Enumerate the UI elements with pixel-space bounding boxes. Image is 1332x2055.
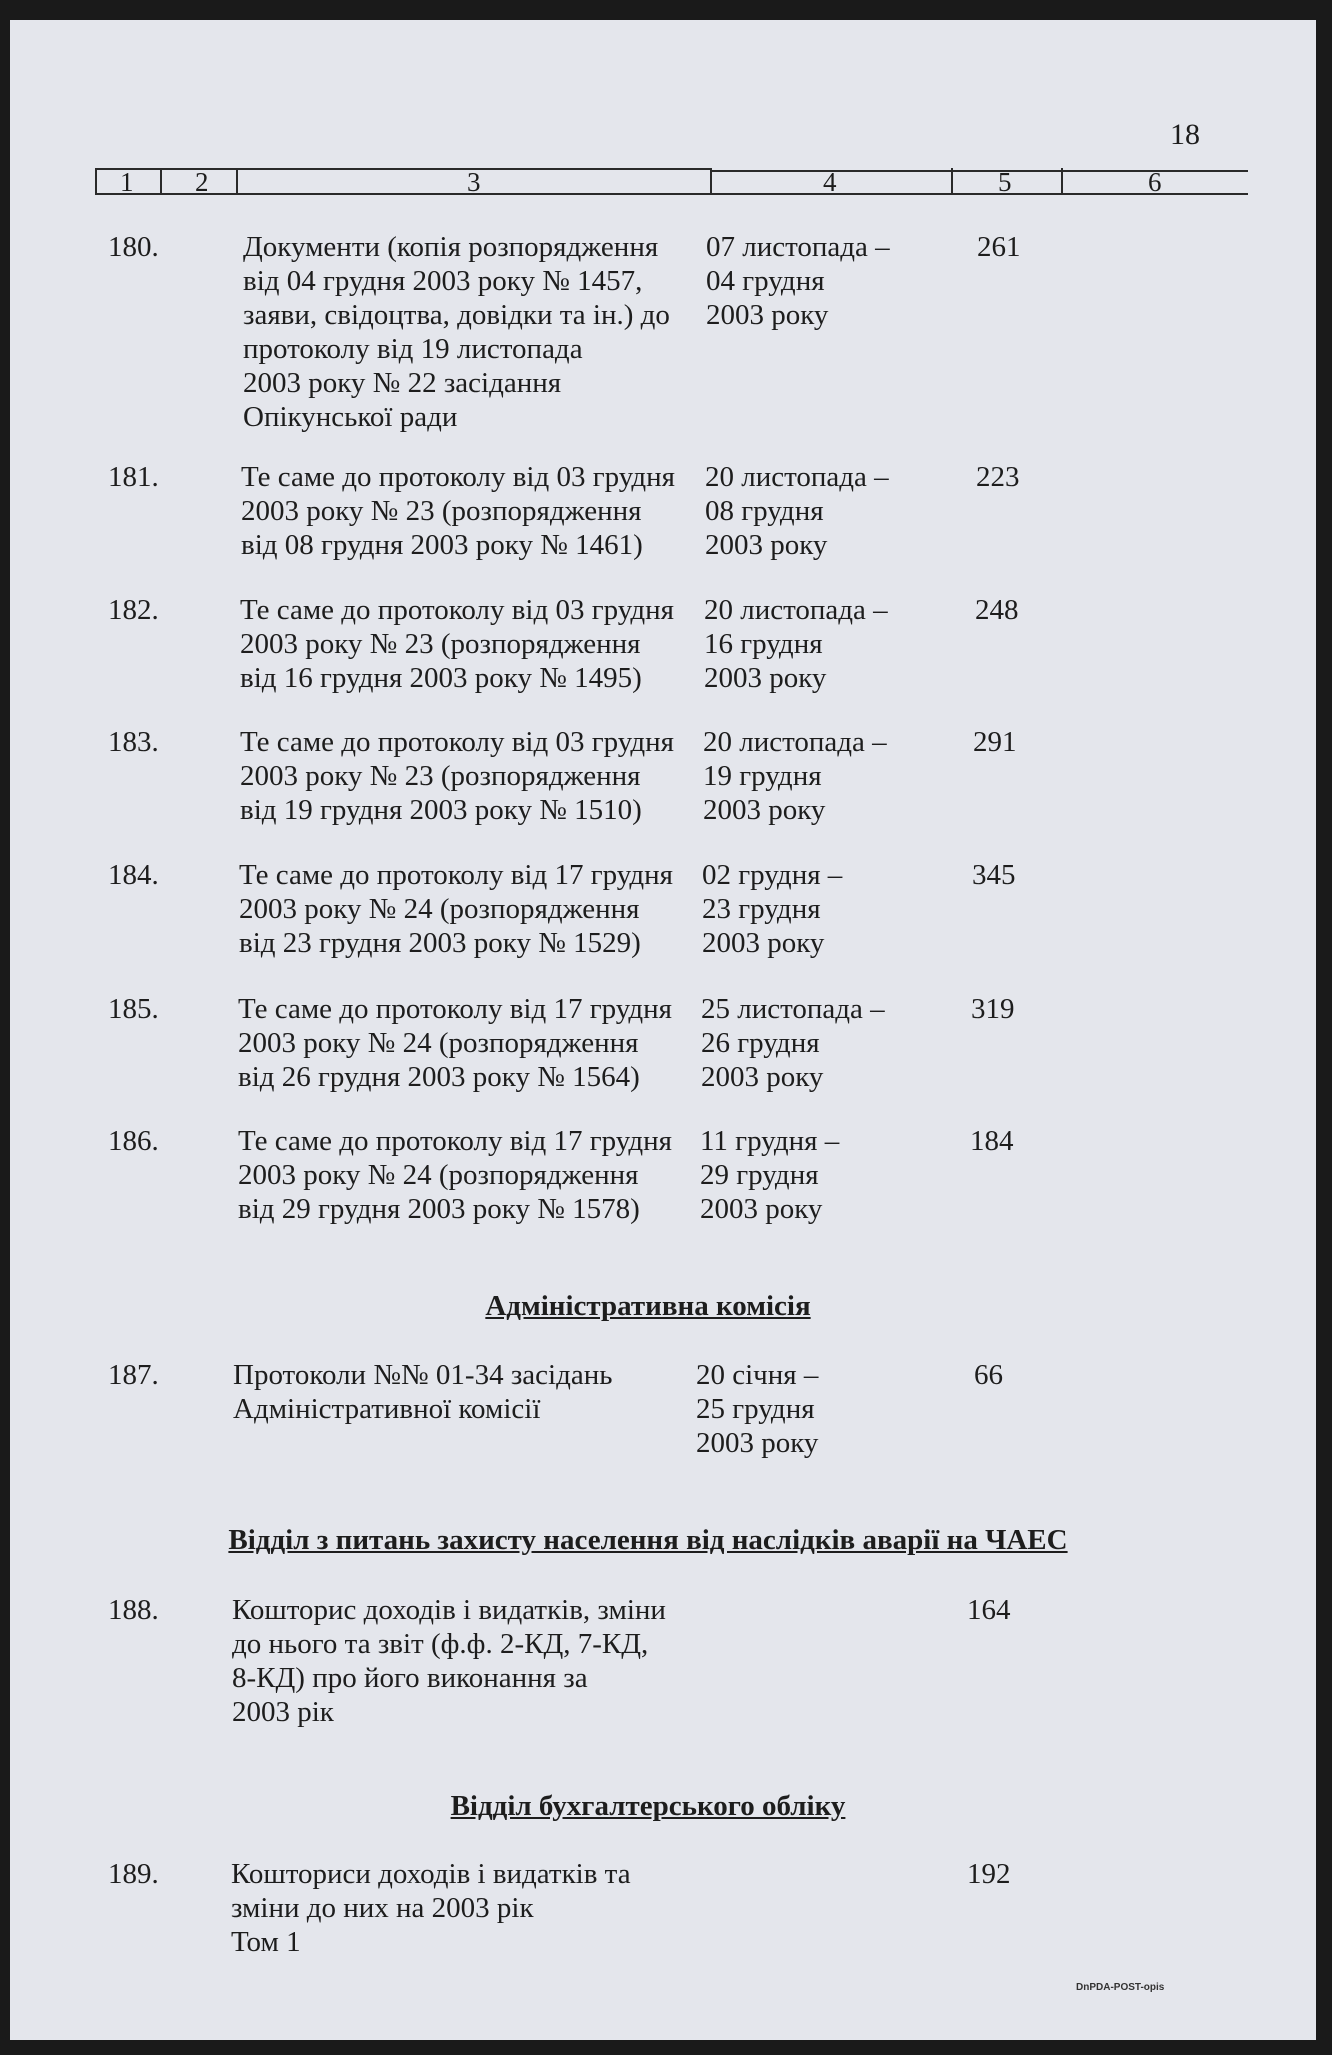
entry-number: 189. [108, 1858, 159, 1890]
entry-number: 184. [108, 859, 159, 891]
entry-number: 188. [108, 1594, 159, 1626]
entry-dates: 07 листопада – 04 грудня 2003 року [706, 231, 890, 331]
entry-dates: 20 листопада – 19 грудня 2003 року [703, 726, 887, 826]
entry-dates: 25 листопада – 26 грудня 2003 року [701, 993, 885, 1093]
entry-title: Те саме до протоколу від 03 грудня 2003 року № 23 (розпорядження від 08 грудня 2003 року № 1461) [241, 461, 675, 561]
entry-number: 185. [108, 993, 159, 1025]
entry-dates: 11 грудня – 29 грудня 2003 року [700, 1125, 840, 1225]
column-header-1: 1 [120, 167, 134, 197]
entry-dates: 20 листопада – 16 грудня 2003 року [704, 594, 888, 694]
entry-title: Кошториси доходів і видатків та зміни до них на 2003 рік Том 1 [231, 1858, 631, 1958]
entry-number: 182. [108, 594, 159, 626]
entry-sheets: 291 [973, 726, 1017, 758]
section-heading: Відділ бухгалтерського обліку [450, 1790, 846, 1822]
document-page [10, 20, 1316, 2040]
entry-sheets: 192 [967, 1858, 1011, 1890]
entry-number: 180. [108, 231, 159, 263]
entry-title: Протоколи №№ 01-34 засідань Адміністративної комісії [233, 1359, 613, 1425]
section-heading: Адміністративна комісія [485, 1290, 811, 1322]
page-number: 18 [1170, 118, 1200, 151]
column-header-2: 2 [195, 167, 209, 197]
entry-title: Те саме до протоколу від 17 грудня 2003 року № 24 (розпорядження від 26 грудня 2003 року № 1564) [238, 993, 672, 1093]
entry-sheets: 164 [967, 1594, 1011, 1626]
entry-sheets: 261 [977, 231, 1021, 263]
entry-sheets: 184 [970, 1125, 1014, 1157]
column-header-5: 5 [998, 167, 1012, 197]
entry-title: Те саме до протоколу від 17 грудня 2003 року № 24 (розпорядження від 29 грудня 2003 року № 1578) [238, 1125, 672, 1225]
column-header-4: 4 [823, 167, 837, 197]
entry-number: 186. [108, 1125, 159, 1157]
column-header-row [95, 150, 1248, 195]
entry-title: Те саме до протоколу від 03 грудня 2003 року № 23 (розпорядження від 16 грудня 2003 року № 1495) [240, 594, 674, 694]
archive-stamp: DnPDA-POST-opis [1076, 1982, 1165, 1993]
entry-dates: 02 грудня – 23 грудня 2003 року [702, 859, 843, 959]
entry-title: Документи (копія розпорядження від 04 грудня 2003 року № 1457, заяви, свідоцтва, довідки та ін.) до протоколу від 19 листопада 2003 року № 22 засідання Опікунської ради [243, 231, 670, 433]
entry-title: Кошторис доходів і видатків, зміни до нього та звіт (ф.ф. 2-КД, 7-КД, 8-КД) про його виконання за 2003 рік [232, 1594, 666, 1728]
entry-sheets: 66 [974, 1359, 1003, 1391]
entry-number: 181. [108, 461, 159, 493]
section-heading: Відділ з питань захисту населення від наслідків аварії на ЧАЕС [228, 1524, 1068, 1556]
entry-sheets: 248 [975, 594, 1019, 626]
column-header-3: 3 [467, 167, 481, 197]
entry-number: 187. [108, 1359, 159, 1391]
column-header-6: 6 [1148, 167, 1162, 197]
entry-sheets: 223 [976, 461, 1020, 493]
entry-title: Те саме до протоколу від 17 грудня 2003 року № 24 (розпорядження від 23 грудня 2003 року № 1529) [239, 859, 673, 959]
entry-sheets: 319 [971, 993, 1015, 1025]
entry-dates: 20 листопада – 08 грудня 2003 року [705, 461, 889, 561]
entry-sheets: 345 [972, 859, 1016, 891]
entry-dates: 20 січня – 25 грудня 2003 року [696, 1359, 819, 1459]
entry-title: Те саме до протоколу від 03 грудня 2003 року № 23 (розпорядження від 19 грудня 2003 року № 1510) [240, 726, 674, 826]
entry-number: 183. [108, 726, 159, 758]
